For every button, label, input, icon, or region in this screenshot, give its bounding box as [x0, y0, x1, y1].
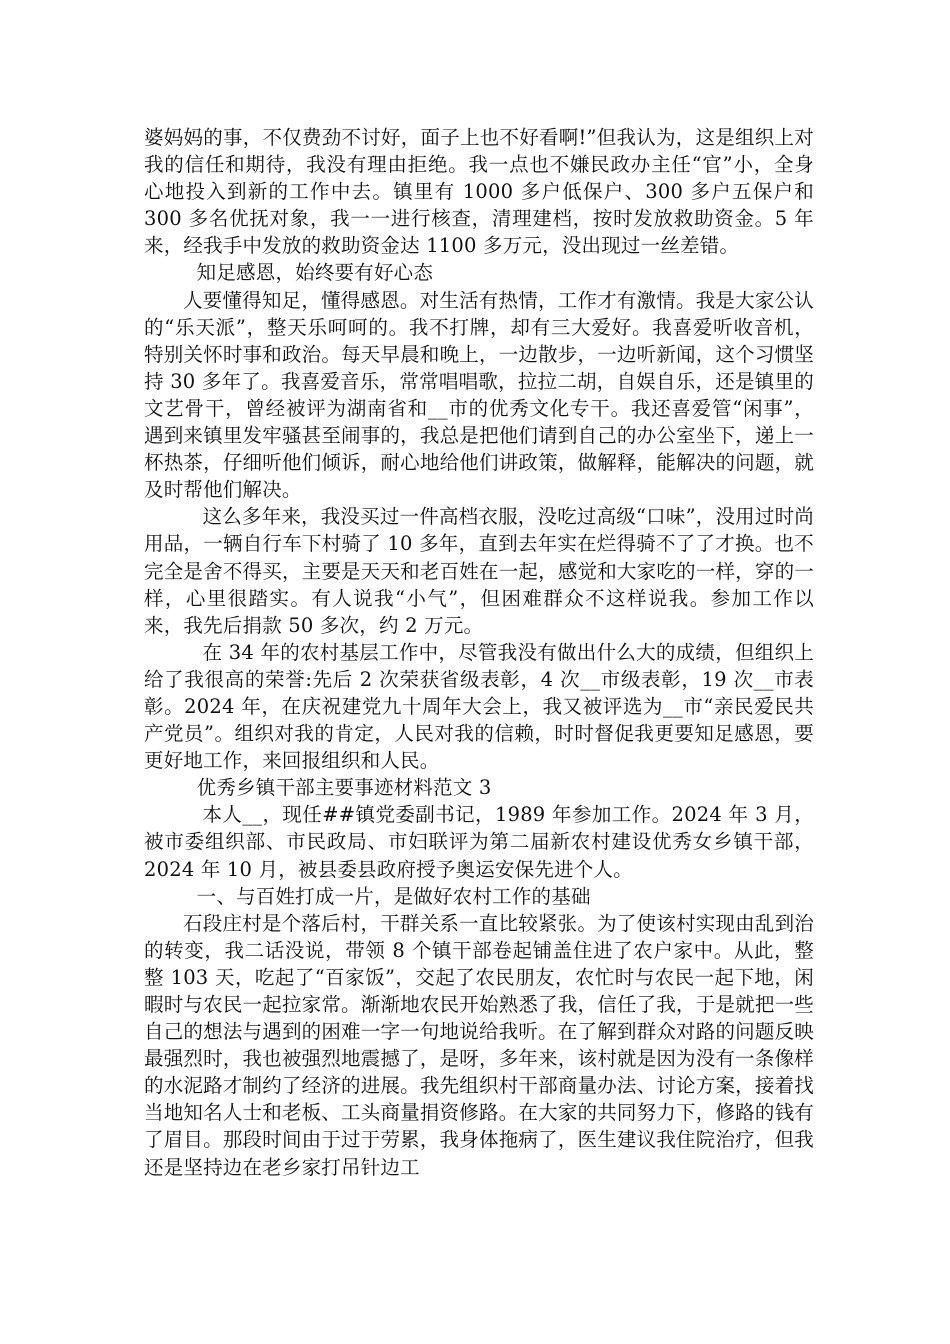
paragraph-frugal-life: 这么多年来，我没买过一件高档衣服，没吃过高级“口味”，没用过时尚用品，一辆自行车下村骑了 10 多年，直到去年实在烂得骑不了了才换。也不完全是舍不得买，主要是天天和老百姓在一起，感觉和大家吃的一样，穿的一样，心里很踏实。有人说我“小气”，但困难群众不这样说我。参加工作以来，我先后捐款 50 多次，约 2 万元。: [144, 505, 814, 637]
paragraph-self-intro: 本人__，现任##镇党委副书记，1989 年参加工作。2024 年 3 月，被市委组织部、市民政局、市妇联评为第二届新农村建设优秀女乡镇干部，2024 年 10 月，被县委县政府授予奥运安保先进个人。: [144, 803, 814, 881]
document-body: [144, 124, 814, 1181]
section-heading-part-one: 一、与百姓打成一片，是做好农村工作的基础: [196, 884, 591, 908]
section-heading-sample-3: 优秀乡镇干部主要事迹材料范文 3: [196, 776, 492, 800]
paragraph-hobbies: 人要懂得知足，懂得感恩。对生活有热情，工作才有激情。我是大家公认的“乐天派”，整天乐呵呵的。我不打牌，却有三大爱好。我喜爱听收音机，特别关怀时事和政治。每天早晨和晚上，一边散步，一边听新闻，这个习惯坚持 30 多年了。我喜爱音乐，常常唱唱歌，拉拉二胡，自娱自乐，还是镇里的文艺骨干，曾经被评为湖南省和__市的优秀文化专干。我还喜爱管“闲事”，遇到来镇里发牢骚甚至闹事的，我总是把他们请到自己的办公室坐下，递上一杯热茶，仔细听他们倾诉，耐心地给他们讲政策，做解释，能解决的问题，就及时帮他们解决。: [144, 288, 814, 502]
section-heading-gratitude: 知足感恩，始终要有好心态: [196, 261, 434, 285]
paragraph-village-road: 石段庄村是个落后村，干群关系一直比较紧张。为了使该村实现由乱到治的转变，我二话没说，带领 8 个镇干部卷起铺盖住进了农户家中。从此，整整 103 天，吃起了“百家饭”，交起了农民朋友，农忙时与农民一起下地，闲暇时与农民一起拉家常。渐渐地农民开始熟悉了我，信任了我，于是就把一些自己的想法与遇到的困难一字一句地说给我听。在了解到群众对路的问题反映最强烈时，我也被强烈地震撼了，是呀，多年来，该村就是因为没有一条像样的水泥路才制约了经济的进展。我先组织村干部商量办法、讨论方案，接着找当地知名人士和老板、工头商量捐资修路。在大家的共同努力下，修路的钱有了眉目。那段时间由于过于劳累，我身体拖病了，医生建议我住院治疗，但我还是坚持边在老乡家打吊针边工: [144, 911, 814, 1179]
paragraph-honors: 在 34 年的农村基层工作中，尽管我没有做出什么大的成绩，但组织上给了我很高的荣誉:先后 2 次荣获省级表彰，4 次__市级表彰，19 次__市表彰。2024 年，在庆祝建党九十周年大会上，我又被评选为__市“亲民爱民共产党员”。组织对我的肯定，人民对我的信赖，时时督促我更要知足感恩，要更好地工作，来回报组织和人民。: [144, 640, 814, 773]
paragraph-continuation: 婆妈妈的事，不仅费劲不讨好，面子上也不好看啊!”但我认为，这是组织上对我的信任和期待，我没有理由拒绝。我一点也不嫌民政办主任“官”小，全身心地投入到新的工作中去。镇里有 1000 多户低保户、300 多户五保户和 300 多名优抚对象，我一一进行核查，清理建档，按时发放救助资金。5 年来，经我手中发放的救助资金达 1100 多万元，没出现过一丝差错。: [144, 126, 814, 258]
